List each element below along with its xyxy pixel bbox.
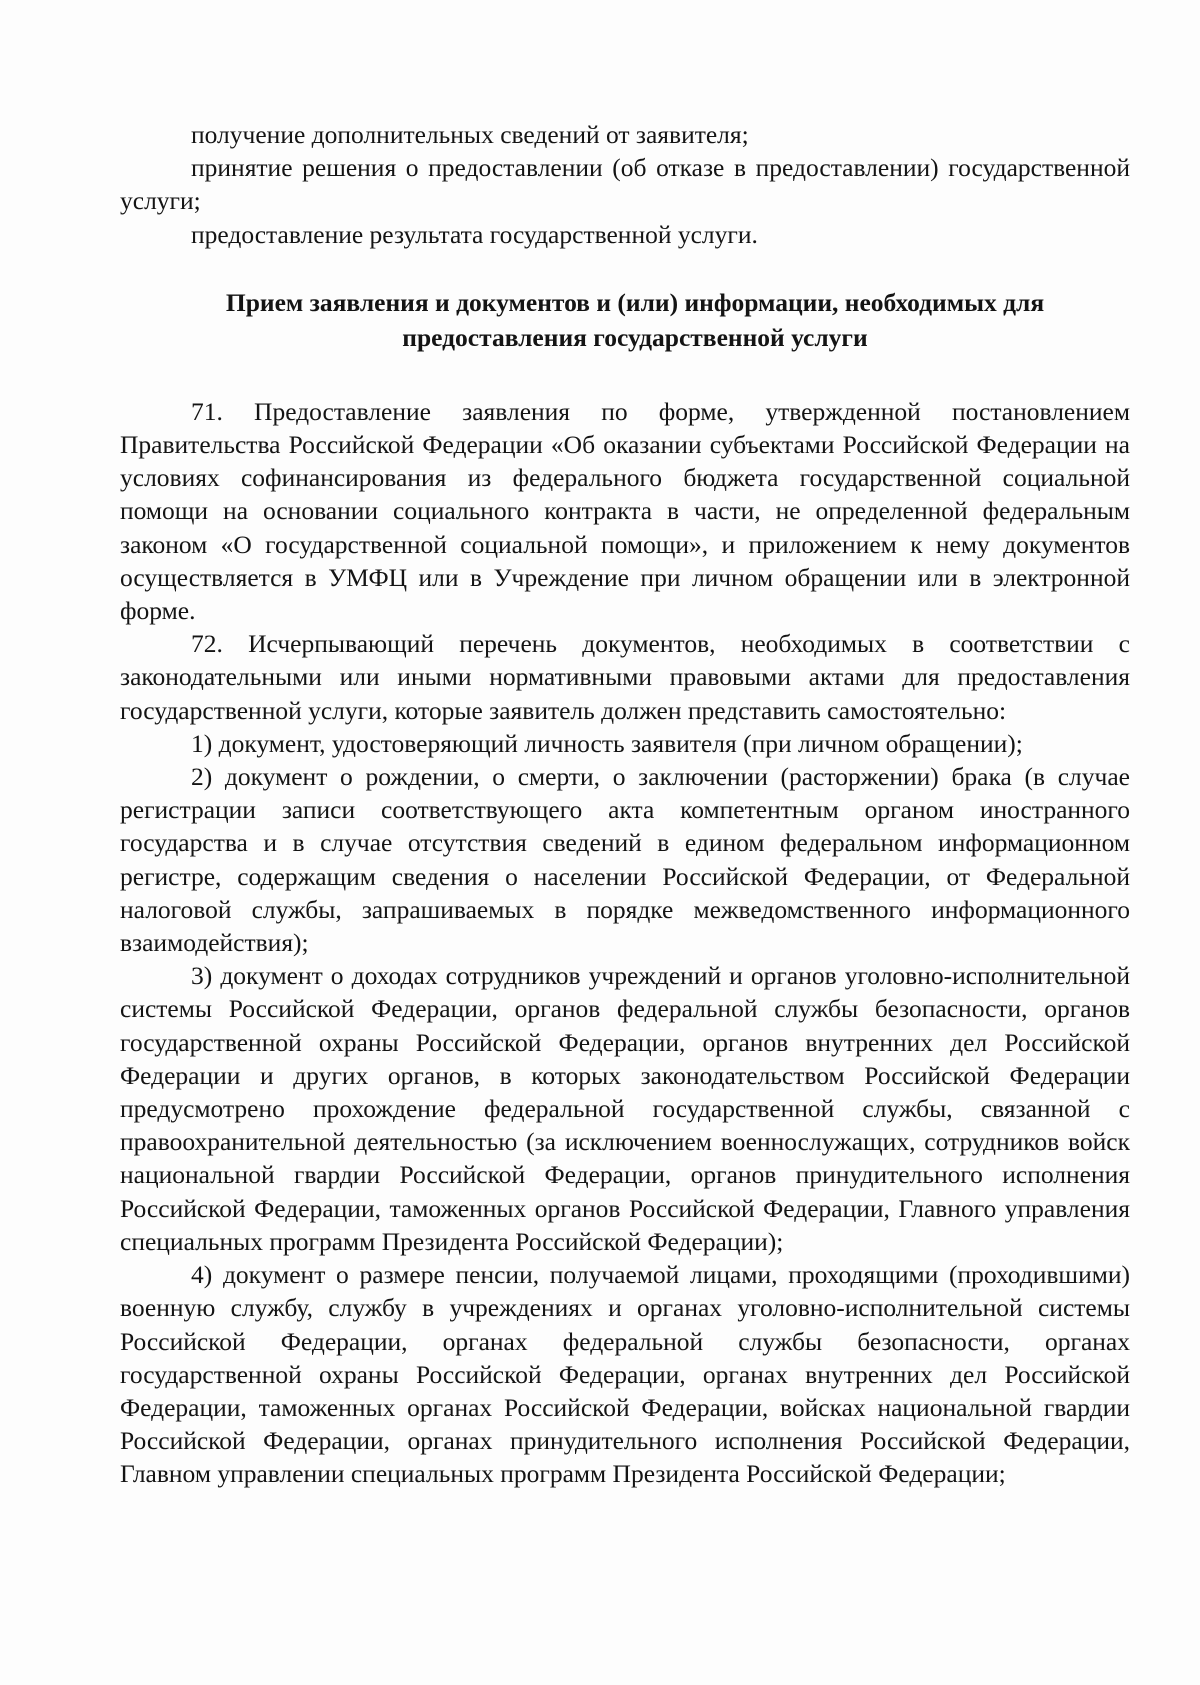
intro-item-3: предоставление результата государственной услуги. <box>191 219 758 249</box>
section-heading: Прием заявления и документов и (или) информации, необходимых для предоставления государственной услуги <box>225 287 1045 352</box>
intro-item-1: получение дополнительных сведений от заявителя; <box>191 120 749 149</box>
list-item-4: 4) документ о размере пенсии, получаемой лицами, проходящими (проходившими) военную службу, службу в учреждениях и органах уголовно-исполнительной системы Российской Федерации, органах федеральной службы безопасности, органах государственной охраны Российской Федерации, органах внутренних дел Российской Федерации, таможенных органах Российской Федерации, войсках национальной гвардии Российской Федерации, органах принудительного исполнения Российской Федерации, Главном управлении специальных программ Президента Российской Федерации; <box>120 1260 1130 1489</box>
list-item-2: 2) документ о рождении, о смерти, о заключении (расторжении) брака (в случае регистрации записи соответствующего акта компетентным органом иностранного государства и в случае отсутствия сведений в едином федеральном информационном регистре, содержащим сведения о населении Российской Федерации, от Федеральной налоговой службы, запрашиваемых в порядке межведомственного информационного взаимодействия); <box>120 762 1130 958</box>
paragraph-72: 72. Исчерпывающий перечень документов, необходимых в соответствии с законодательными или иными нормативными правовыми актами для предоставления государственной услуги, которые заявитель должен представить самостоятельно: <box>120 629 1130 725</box>
paragraph-71: 71. Предоставление заявления по форме, утвержденной постановлением Правительства Российской Федерации «Об оказании субъектами Российской Федерации на условиях софинансирования из федерального бюджета государственной социальной помощи на основании социального контракта в части, не определенной федеральным законом «О государственной социальной помощи», и приложением к нему документов осуществляется в УМФЦ или в Учреждение при личном обращении или в электронной форме. <box>120 396 1130 626</box>
list-item-3: 3) документ о доходах сотрудников учреждений и органов уголовно-исполнительной системы Российской Федерации, органов федеральной службы безопасности, органов государственной охраны Российской Федерации, органов внутренних дел Российской Федерации и других органов, в которых законодательством Российской Федерации предусмотрено прохождение федеральной государственной службы, связанной с правоохранительной деятельностью (за исключением военнослужащих, сотрудников войск национальной гвардии Российской Федерации, органов принудительного исполнения Российской Федерации, таможенных органов Российской Федерации, Главного управления специальных программ Президента Российской Федерации); <box>120 961 1130 1256</box>
intro-item-2: принятие решения о предоставлении (об отказе в предоставлении) государственной услуги; <box>120 153 1130 216</box>
list-item-1: 1) документ, удостоверяющий личность заявителя (при личном обращении); <box>191 728 1023 758</box>
document-body <box>120 118 1130 1491</box>
